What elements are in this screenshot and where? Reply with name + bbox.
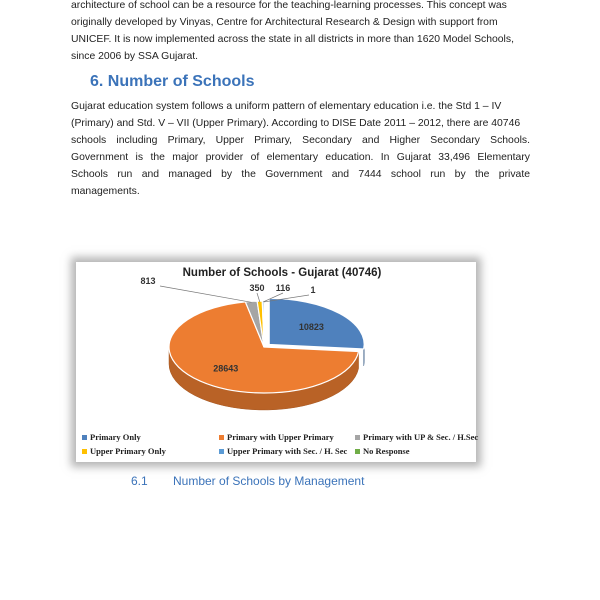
- chart-title: Number of Schools - Gujarat (40746): [182, 267, 382, 279]
- legend-item: [82, 432, 141, 442]
- legend-item: [219, 446, 347, 456]
- chart-legend: [82, 432, 492, 460]
- legend-swatch: [82, 435, 87, 440]
- legend-label: Primary with Upper Primary: [227, 432, 334, 442]
- legend-label: No Response: [363, 446, 410, 456]
- body-line: (Primary) and Std. V – VII (Upper Primary). According to DISE Date 2011 – 2012, there are 40746: [71, 118, 521, 129]
- legend-item: [82, 446, 166, 456]
- data-label: 28643: [213, 363, 239, 374]
- subsection-title: Number of Schools by Management: [173, 474, 365, 488]
- legend-swatch: [355, 435, 360, 440]
- intro-line: originally developed by Vinyas, Centre for Architectural Research & Design with support from: [71, 17, 498, 28]
- data-label: 116: [275, 283, 291, 293]
- intro-line: since 2006 by SSA Gujarat.: [71, 51, 199, 62]
- body-line: Government is the major provider of elementary education. In Gujarat 33,496 Elementary: [71, 152, 530, 163]
- legend-swatch: [219, 449, 224, 454]
- legend-label: Primary with UP & Sec. / H.Sec: [363, 432, 479, 442]
- leader-line: [160, 286, 251, 302]
- section-title: Number of Schools: [107, 73, 255, 90]
- legend-item: [219, 432, 334, 442]
- legend-item: [355, 446, 410, 456]
- body-line: managements.: [71, 186, 140, 197]
- legend-swatch: [82, 449, 87, 454]
- section-number: 6.: [90, 73, 104, 90]
- body-line: schools including Primary, Upper Primary, Secondary and Higher Secondary Schools.: [71, 135, 530, 146]
- intro-line: UNICEF. It is now implemented across the state in all districts in more than 1620 Model Schools,: [71, 34, 514, 45]
- legend-label: Primary Only: [90, 432, 141, 442]
- body-line: Gujarat education system follows a uniform pattern of elementary education i.e. the Std 1 – IV: [71, 101, 502, 112]
- subsection-number: 6.1: [131, 474, 148, 488]
- legend-swatch: [355, 449, 360, 454]
- data-label: 350: [249, 283, 265, 293]
- body-line: Schools run and managed by the Government and 7444 school run by the private: [71, 169, 530, 180]
- legend-label: Upper Primary Only: [90, 446, 166, 456]
- legend-row: [82, 432, 492, 446]
- legend-row: [82, 446, 492, 460]
- data-label: 10823: [298, 321, 324, 332]
- data-label: 1: [310, 285, 316, 295]
- intro-line: architecture of school can be a resource for the teaching-learning processes. This concept was: [71, 0, 507, 11]
- legend-swatch: [219, 435, 224, 440]
- legend-label: Upper Primary with Sec. / H. Sec: [227, 446, 348, 456]
- data-label: 813: [140, 276, 156, 286]
- legend-item: [355, 432, 478, 442]
